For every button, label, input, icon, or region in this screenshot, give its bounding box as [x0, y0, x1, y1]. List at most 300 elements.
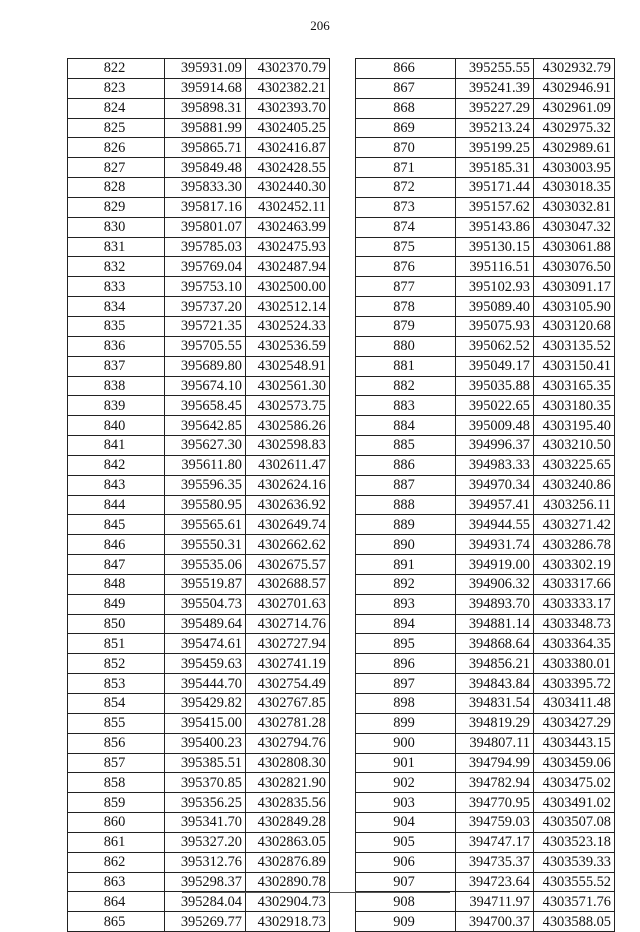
point-number-cell: 879: [356, 316, 456, 336]
y-coordinate-cell: 4302741.19: [246, 654, 330, 674]
point-number-cell: 823: [68, 78, 165, 98]
x-coordinate-cell: 395062.52: [456, 336, 534, 356]
point-number-cell: 850: [68, 614, 165, 634]
x-coordinate-cell: 395116.51: [456, 257, 534, 277]
point-number-cell: 906: [356, 852, 456, 872]
table-row: [68, 197, 330, 217]
table-row: [68, 436, 330, 456]
point-number-cell: 895: [356, 634, 456, 654]
table-row: [356, 78, 615, 98]
point-number-cell: 908: [356, 892, 456, 912]
point-number-cell: 869: [356, 118, 456, 138]
table-row: [68, 158, 330, 178]
x-coordinate-cell: 394996.37: [456, 436, 534, 456]
point-number-cell: 863: [68, 872, 165, 892]
y-coordinate-cell: 4302586.26: [246, 416, 330, 436]
point-number-cell: 834: [68, 297, 165, 317]
table-row: [356, 376, 615, 396]
y-coordinate-cell: 4302524.33: [246, 316, 330, 336]
table-row: [356, 574, 615, 594]
point-number-cell: 896: [356, 654, 456, 674]
x-coordinate-cell: 394893.70: [456, 594, 534, 614]
point-number-cell: 849: [68, 594, 165, 614]
point-number-cell: 847: [68, 555, 165, 575]
table-row: [356, 654, 615, 674]
table-row: [356, 555, 615, 575]
point-number-cell: 907: [356, 872, 456, 892]
x-coordinate-cell: 395102.93: [456, 277, 534, 297]
y-coordinate-cell: 4302714.76: [246, 614, 330, 634]
point-number-cell: 887: [356, 475, 456, 495]
table-row: [356, 753, 615, 773]
point-number-cell: 833: [68, 277, 165, 297]
y-coordinate-cell: 4303210.50: [534, 436, 615, 456]
table-row: [68, 892, 330, 912]
table-row: [68, 178, 330, 198]
table-row: [356, 793, 615, 813]
point-number-cell: 822: [68, 59, 165, 79]
table-row: [68, 138, 330, 158]
x-coordinate-cell: 394723.64: [456, 872, 534, 892]
x-coordinate-cell: 394747.17: [456, 832, 534, 852]
y-coordinate-cell: 4303491.02: [534, 793, 615, 813]
point-number-cell: 862: [68, 852, 165, 872]
point-number-cell: 875: [356, 237, 456, 257]
table-row: [356, 118, 615, 138]
point-number-cell: 882: [356, 376, 456, 396]
y-coordinate-cell: 4302701.63: [246, 594, 330, 614]
table-row: [356, 436, 615, 456]
point-number-cell: 890: [356, 535, 456, 555]
table-row: [68, 495, 330, 515]
y-coordinate-cell: 4302405.25: [246, 118, 330, 138]
table-row: [68, 297, 330, 317]
table-row: [356, 138, 615, 158]
x-coordinate-cell: 395705.55: [165, 336, 246, 356]
point-number-cell: 898: [356, 694, 456, 714]
point-number-cell: 851: [68, 634, 165, 654]
point-number-cell: 858: [68, 773, 165, 793]
table-row: [68, 356, 330, 376]
y-coordinate-cell: 4303076.50: [534, 257, 615, 277]
y-coordinate-cell: 4302821.90: [246, 773, 330, 793]
x-coordinate-cell: 395035.88: [456, 376, 534, 396]
table-row: [356, 614, 615, 634]
table-row: [356, 495, 615, 515]
y-coordinate-cell: 4302961.09: [534, 98, 615, 118]
y-coordinate-cell: 4303135.52: [534, 336, 615, 356]
y-coordinate-cell: 4302808.30: [246, 753, 330, 773]
point-number-cell: 842: [68, 455, 165, 475]
y-coordinate-cell: 4303317.66: [534, 574, 615, 594]
point-number-cell: 880: [356, 336, 456, 356]
x-coordinate-cell: 395312.76: [165, 852, 246, 872]
x-coordinate-cell: 395504.73: [165, 594, 246, 614]
x-coordinate-cell: 394843.84: [456, 674, 534, 694]
x-coordinate-cell: 395689.80: [165, 356, 246, 376]
x-coordinate-cell: 395737.20: [165, 297, 246, 317]
y-coordinate-cell: 4302918.73: [246, 912, 330, 932]
x-coordinate-cell: 394868.64: [456, 634, 534, 654]
x-coordinate-cell: 394711.97: [456, 892, 534, 912]
page-number: 206: [310, 18, 330, 33]
point-number-cell: 844: [68, 495, 165, 515]
x-coordinate-cell: 394782.94: [456, 773, 534, 793]
y-coordinate-cell: 4303333.17: [534, 594, 615, 614]
y-coordinate-cell: 4302835.56: [246, 793, 330, 813]
table-row: [68, 277, 330, 297]
table-row: [68, 396, 330, 416]
point-number-cell: 868: [356, 98, 456, 118]
y-coordinate-cell: 4303588.05: [534, 912, 615, 932]
x-coordinate-cell: 394931.74: [456, 535, 534, 555]
table-row: [356, 455, 615, 475]
x-coordinate-cell: 395385.51: [165, 753, 246, 773]
point-number-cell: 830: [68, 217, 165, 237]
y-coordinate-cell: 4302463.99: [246, 217, 330, 237]
y-coordinate-cell: 4303302.19: [534, 555, 615, 575]
point-number-cell: 889: [356, 515, 456, 535]
point-number-cell: 854: [68, 694, 165, 714]
x-coordinate-cell: 395817.16: [165, 197, 246, 217]
y-coordinate-cell: 4303256.11: [534, 495, 615, 515]
y-coordinate-cell: 4303571.76: [534, 892, 615, 912]
y-coordinate-cell: 4302475.93: [246, 237, 330, 257]
table-row: [68, 694, 330, 714]
x-coordinate-cell: 395444.70: [165, 674, 246, 694]
table-row: [68, 455, 330, 475]
table-row: [356, 515, 615, 535]
table-row: [356, 237, 615, 257]
y-coordinate-cell: 4303165.35: [534, 376, 615, 396]
point-number-cell: 837: [68, 356, 165, 376]
y-coordinate-cell: 4303286.78: [534, 535, 615, 555]
point-number-cell: 899: [356, 713, 456, 733]
table-row: [356, 475, 615, 495]
point-number-cell: 900: [356, 733, 456, 753]
table-row: [68, 535, 330, 555]
x-coordinate-cell: 394735.37: [456, 852, 534, 872]
y-coordinate-cell: 4302382.21: [246, 78, 330, 98]
y-coordinate-cell: 4302890.78: [246, 872, 330, 892]
x-coordinate-cell: 395327.20: [165, 832, 246, 852]
point-number-cell: 843: [68, 475, 165, 495]
x-coordinate-cell: 395565.61: [165, 515, 246, 535]
y-coordinate-cell: 4302512.14: [246, 297, 330, 317]
y-coordinate-cell: 4302428.55: [246, 158, 330, 178]
point-number-cell: 857: [68, 753, 165, 773]
x-coordinate-cell: 394881.14: [456, 614, 534, 634]
x-coordinate-cell: 395022.65: [456, 396, 534, 416]
table-row: [68, 475, 330, 495]
x-coordinate-cell: 395459.63: [165, 654, 246, 674]
coordinates-table-right: [355, 58, 615, 932]
x-coordinate-cell: 395370.85: [165, 773, 246, 793]
point-number-cell: 877: [356, 277, 456, 297]
y-coordinate-cell: 4302904.73: [246, 892, 330, 912]
coordinates-table-left: [67, 58, 330, 932]
table-row: [356, 773, 615, 793]
point-number-cell: 825: [68, 118, 165, 138]
y-coordinate-cell: 4303105.90: [534, 297, 615, 317]
y-coordinate-cell: 4302416.87: [246, 138, 330, 158]
point-number-cell: 909: [356, 912, 456, 932]
x-coordinate-cell: 395931.09: [165, 59, 246, 79]
point-number-cell: 841: [68, 436, 165, 456]
x-coordinate-cell: 395429.82: [165, 694, 246, 714]
y-coordinate-cell: 4302370.79: [246, 59, 330, 79]
point-number-cell: 873: [356, 197, 456, 217]
x-coordinate-cell: 394831.54: [456, 694, 534, 714]
point-number-cell: 881: [356, 356, 456, 376]
y-coordinate-cell: 4303120.68: [534, 316, 615, 336]
y-coordinate-cell: 4303195.40: [534, 416, 615, 436]
table-row: [68, 316, 330, 336]
point-number-cell: 829: [68, 197, 165, 217]
y-coordinate-cell: 4302727.94: [246, 634, 330, 654]
x-coordinate-cell: 394983.33: [456, 455, 534, 475]
y-coordinate-cell: 4302688.57: [246, 574, 330, 594]
y-coordinate-cell: 4303271.42: [534, 515, 615, 535]
table-row: [356, 713, 615, 733]
table-row: [356, 733, 615, 753]
x-coordinate-cell: 395130.15: [456, 237, 534, 257]
y-coordinate-cell: 4302975.32: [534, 118, 615, 138]
table-row: [356, 316, 615, 336]
point-number-cell: 860: [68, 813, 165, 833]
table-row: [356, 197, 615, 217]
point-number-cell: 874: [356, 217, 456, 237]
table-row: [68, 753, 330, 773]
y-coordinate-cell: 4302487.94: [246, 257, 330, 277]
x-coordinate-cell: 395075.93: [456, 316, 534, 336]
y-coordinate-cell: 4302611.47: [246, 455, 330, 475]
y-coordinate-cell: 4303061.88: [534, 237, 615, 257]
y-coordinate-cell: 4303555.52: [534, 872, 615, 892]
x-coordinate-cell: 394759.03: [456, 813, 534, 833]
x-coordinate-cell: 395227.29: [456, 98, 534, 118]
x-coordinate-cell: 394770.95: [456, 793, 534, 813]
y-coordinate-cell: 4303032.81: [534, 197, 615, 217]
y-coordinate-cell: 4302573.75: [246, 396, 330, 416]
y-coordinate-cell: 4302500.00: [246, 277, 330, 297]
y-coordinate-cell: 4302989.61: [534, 138, 615, 158]
table-row: [68, 118, 330, 138]
table-row: [68, 773, 330, 793]
y-coordinate-cell: 4302863.05: [246, 832, 330, 852]
point-number-cell: 835: [68, 316, 165, 336]
table-row: [68, 98, 330, 118]
x-coordinate-cell: 395284.04: [165, 892, 246, 912]
x-coordinate-cell: 395627.30: [165, 436, 246, 456]
x-coordinate-cell: 395356.25: [165, 793, 246, 813]
table-row: [68, 257, 330, 277]
x-coordinate-cell: 395596.35: [165, 475, 246, 495]
point-number-cell: 872: [356, 178, 456, 198]
y-coordinate-cell: 4303427.29: [534, 713, 615, 733]
point-number-cell: 867: [356, 78, 456, 98]
y-coordinate-cell: 4302393.70: [246, 98, 330, 118]
point-number-cell: 897: [356, 674, 456, 694]
point-number-cell: 903: [356, 793, 456, 813]
table-row: [356, 396, 615, 416]
y-coordinate-cell: 4302598.83: [246, 436, 330, 456]
table-row: [68, 912, 330, 932]
x-coordinate-cell: 394794.99: [456, 753, 534, 773]
point-number-cell: 865: [68, 912, 165, 932]
y-coordinate-cell: 4303180.35: [534, 396, 615, 416]
y-coordinate-cell: 4303539.33: [534, 852, 615, 872]
x-coordinate-cell: 395489.64: [165, 614, 246, 634]
x-coordinate-cell: 395400.23: [165, 733, 246, 753]
table-row: [68, 852, 330, 872]
point-number-cell: 832: [68, 257, 165, 277]
x-coordinate-cell: 394919.00: [456, 555, 534, 575]
y-coordinate-cell: 4302440.30: [246, 178, 330, 198]
x-coordinate-cell: 395157.62: [456, 197, 534, 217]
y-coordinate-cell: 4303091.17: [534, 277, 615, 297]
table-row: [356, 832, 615, 852]
y-coordinate-cell: 4303523.18: [534, 832, 615, 852]
x-coordinate-cell: 395580.95: [165, 495, 246, 515]
y-coordinate-cell: 4303395.72: [534, 674, 615, 694]
table-row: [68, 78, 330, 98]
x-coordinate-cell: 394700.37: [456, 912, 534, 932]
table-row: [68, 674, 330, 694]
y-coordinate-cell: 4302624.16: [246, 475, 330, 495]
y-coordinate-cell: 4303380.01: [534, 654, 615, 674]
table-row: [356, 336, 615, 356]
table-row: [68, 832, 330, 852]
y-coordinate-cell: 4302781.28: [246, 713, 330, 733]
x-coordinate-cell: 394957.41: [456, 495, 534, 515]
point-number-cell: 883: [356, 396, 456, 416]
y-coordinate-cell: 4303225.65: [534, 455, 615, 475]
point-number-cell: 845: [68, 515, 165, 535]
table-row: [68, 713, 330, 733]
x-coordinate-cell: 395089.40: [456, 297, 534, 317]
point-number-cell: 876: [356, 257, 456, 277]
table-row: [356, 813, 615, 833]
point-number-cell: 824: [68, 98, 165, 118]
point-number-cell: 886: [356, 455, 456, 475]
x-coordinate-cell: 395143.86: [456, 217, 534, 237]
point-number-cell: 901: [356, 753, 456, 773]
table-row: [68, 733, 330, 753]
x-coordinate-cell: 395658.45: [165, 396, 246, 416]
y-coordinate-cell: 4302548.91: [246, 356, 330, 376]
bottom-rule: [182, 892, 450, 893]
table-row: [356, 694, 615, 714]
x-coordinate-cell: 395185.31: [456, 158, 534, 178]
point-number-cell: 838: [68, 376, 165, 396]
point-number-cell: 904: [356, 813, 456, 833]
x-coordinate-cell: 395241.39: [456, 78, 534, 98]
y-coordinate-cell: 4302932.79: [534, 59, 615, 79]
table-row: [68, 813, 330, 833]
y-coordinate-cell: 4302794.76: [246, 733, 330, 753]
y-coordinate-cell: 4302536.59: [246, 336, 330, 356]
table-row: [356, 178, 615, 198]
x-coordinate-cell: 395049.17: [456, 356, 534, 376]
y-coordinate-cell: 4303411.48: [534, 694, 615, 714]
y-coordinate-cell: 4303475.02: [534, 773, 615, 793]
x-coordinate-cell: 395769.04: [165, 257, 246, 277]
x-coordinate-cell: 395519.87: [165, 574, 246, 594]
table-row: [68, 59, 330, 79]
x-coordinate-cell: 395833.30: [165, 178, 246, 198]
x-coordinate-cell: 395865.71: [165, 138, 246, 158]
y-coordinate-cell: 4302675.57: [246, 555, 330, 575]
table-row: [356, 634, 615, 654]
table-row: [356, 257, 615, 277]
x-coordinate-cell: 395269.77: [165, 912, 246, 932]
point-number-cell: 894: [356, 614, 456, 634]
point-number-cell: 840: [68, 416, 165, 436]
point-number-cell: 827: [68, 158, 165, 178]
table-row: [68, 237, 330, 257]
table-row: [68, 614, 330, 634]
x-coordinate-cell: 394906.32: [456, 574, 534, 594]
x-coordinate-cell: 395171.44: [456, 178, 534, 198]
point-number-cell: 852: [68, 654, 165, 674]
x-coordinate-cell: 395255.55: [456, 59, 534, 79]
table-row: [356, 277, 615, 297]
point-number-cell: 878: [356, 297, 456, 317]
table-row: [356, 594, 615, 614]
table-row: [356, 535, 615, 555]
y-coordinate-cell: 4303240.86: [534, 475, 615, 495]
table-row: [356, 158, 615, 178]
point-number-cell: 870: [356, 138, 456, 158]
y-coordinate-cell: 4303047.32: [534, 217, 615, 237]
point-number-cell: 893: [356, 594, 456, 614]
point-number-cell: 864: [68, 892, 165, 912]
x-coordinate-cell: 395298.37: [165, 872, 246, 892]
table-row: [356, 852, 615, 872]
table-row: [356, 98, 615, 118]
table-row: [68, 574, 330, 594]
y-coordinate-cell: 4303003.95: [534, 158, 615, 178]
x-coordinate-cell: 395642.85: [165, 416, 246, 436]
x-coordinate-cell: 395914.68: [165, 78, 246, 98]
point-number-cell: 848: [68, 574, 165, 594]
y-coordinate-cell: 4302767.85: [246, 694, 330, 714]
point-number-cell: 888: [356, 495, 456, 515]
table-row: [68, 634, 330, 654]
x-coordinate-cell: 394819.29: [456, 713, 534, 733]
y-coordinate-cell: 4302849.28: [246, 813, 330, 833]
point-number-cell: 856: [68, 733, 165, 753]
point-number-cell: 871: [356, 158, 456, 178]
table-row: [356, 892, 615, 912]
y-coordinate-cell: 4302876.89: [246, 852, 330, 872]
point-number-cell: 826: [68, 138, 165, 158]
table-row: [68, 793, 330, 813]
point-number-cell: 891: [356, 555, 456, 575]
x-coordinate-cell: 395849.48: [165, 158, 246, 178]
x-coordinate-cell: 395535.06: [165, 555, 246, 575]
y-coordinate-cell: 4303459.06: [534, 753, 615, 773]
y-coordinate-cell: 4303150.41: [534, 356, 615, 376]
point-number-cell: 853: [68, 674, 165, 694]
y-coordinate-cell: 4302649.74: [246, 515, 330, 535]
x-coordinate-cell: 395341.70: [165, 813, 246, 833]
point-number-cell: 866: [356, 59, 456, 79]
x-coordinate-cell: 395415.00: [165, 713, 246, 733]
coordinates-table-left-body: [68, 59, 330, 932]
x-coordinate-cell: 395898.31: [165, 98, 246, 118]
